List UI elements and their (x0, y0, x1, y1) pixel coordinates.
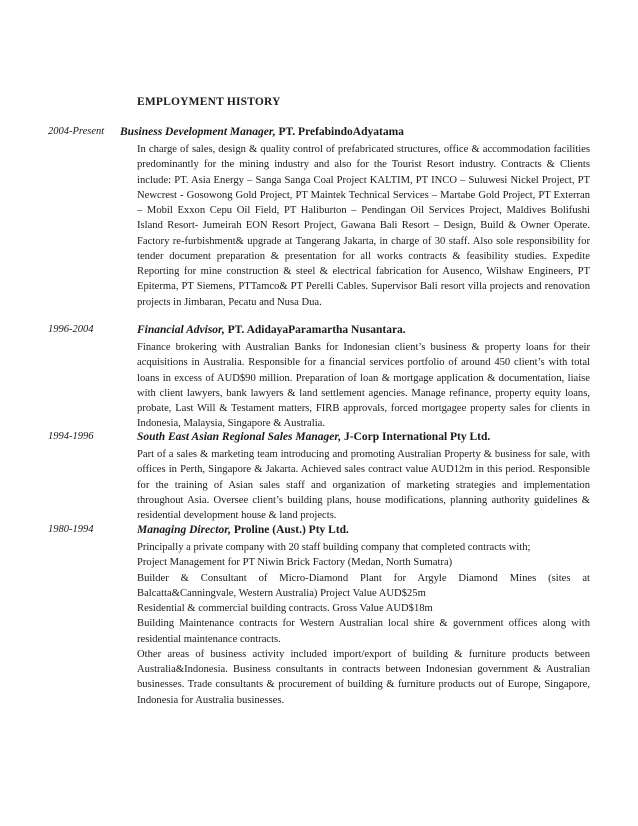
section-heading: EMPLOYMENT HISTORY (137, 96, 281, 108)
entry-role (137, 524, 592, 536)
entry-role (137, 324, 592, 336)
entry-date: 2004-Present (48, 126, 105, 137)
entry-role (120, 126, 575, 138)
company-name: Proline (Aust.) Pty Ltd. (233, 524, 349, 536)
description-paragraph: Project Management for PT Niwin Brick Factory (Medan, North Sumatra) (137, 557, 453, 569)
job-title: Financial Advisor, (137, 324, 225, 336)
job-title: Managing Director, (137, 524, 231, 536)
company-name: J-Corp International Pty Ltd. (343, 431, 491, 443)
entry-description (137, 540, 590, 708)
entry-date: 1980-1994 (48, 524, 94, 535)
entry-date: 1994-1996 (48, 431, 94, 442)
description-paragraph: Residential & commercial building contracts. Gross Value AUD$18m (137, 603, 433, 614)
description-paragraph: Other areas of business activity included import/export of building & furniture products between Australia&Indonesia. Business consultants in contracts between Indonesian government & Australian businesses. Trade consultants & procurement of building & furniture products out of Europe, Singapore, Indonesia for Australia businesses. (137, 648, 590, 706)
description-paragraph: Finance brokering with Australian Banks for Indonesian client’s business & property loans for their acquisitions in Australia. Responsible for a financial services portfolio of around 450 client’s with total loans in excess of AUD$90 million. Preparation of loan & mortgage application & documentation, liaise with client lawyers, bank lawyers & land settlement agencies. Manage refinance, property equity loans, probate, Last Will & Testament matters, FIRB approvals, forced mortgagee property sales for clients in Indonesia, Malaysia, Singapore & Australia. (137, 342, 590, 430)
description-paragraph: In charge of sales, design & quality control of prefabricated structures, office & accommodation facilities predominantly for the mining industry and also for the Tourist Resort industry. Contracts & Clients include: PT. Asia Energy – Sanga Sanga Coal Project KALTIM, PT INCO – Suluwesi Nickel Project, PT Newcrest - Gosowong Gold Project, PT Maintek Technical Services – Martabe Gold Project, PT Exterran – Mobil Exxon Cepu Oil Field, PT Haliburton – Pendingan Oil Services Project, Maldives Bolifushi Island Resort- Jumeirah EON Resort Project, Gawana Bali Resort – Design, Build & Owner Operate. Factory re-furbishment& upgrade at Tangerang Jakarta, in charge of 30 staff. Also sole responsibility for tender document preparation & presentation for all works contracts & feasibility studies. Expedite Reporting for mine construction & steel & electrical fabrication for Ausenco, Wilshaw Engineers, PT Epiterma, PT Siemens, PTTamco& PT Perelli Cables. Supervisor Bali resort villa projects and renovation projects in Jimbaran, Pecatu and Nusa Dua. (137, 144, 590, 308)
description-paragraph: Principally a private company with 20 staff building company that completed contracts with; (137, 542, 531, 553)
entry-description (137, 447, 590, 523)
entry-description (137, 340, 590, 432)
job-title: Business Development Manager, (120, 126, 276, 138)
entry-description (137, 142, 590, 310)
description-paragraph: Part of a sales & marketing team introducing and promoting Australian Property & business for sale, with offices in Perth, Singapore & Jakarta. Achieved sales contract value AUD12m in this period. Responsible for the training of Asian sales staff and organization of marketing strategies and implementation throughout Asia. Oversee client’s building plans, house modifications, planning authority guidelines & residential development house & land projects. (137, 449, 590, 521)
entry-date: 1996-2004 (48, 324, 94, 335)
entry-role (137, 431, 592, 443)
company-name: PT. AdidayaParamartha Nusantara. (227, 324, 406, 336)
description-paragraph: Building Maintenance contracts for Western Australian local shire & government offices along with residential maintenance contracts. (137, 618, 590, 645)
job-title: South East Asian Regional Sales Manager, (137, 431, 342, 443)
company-name: PT. PrefabindoAdyatama (278, 126, 404, 138)
description-paragraph: Builder & Consultant of Micro-Diamond Plant for Argyle Diamond Mines (sites at Balcatta&Canningvale, Western Australia) Project Value AUD$25m (137, 572, 590, 599)
